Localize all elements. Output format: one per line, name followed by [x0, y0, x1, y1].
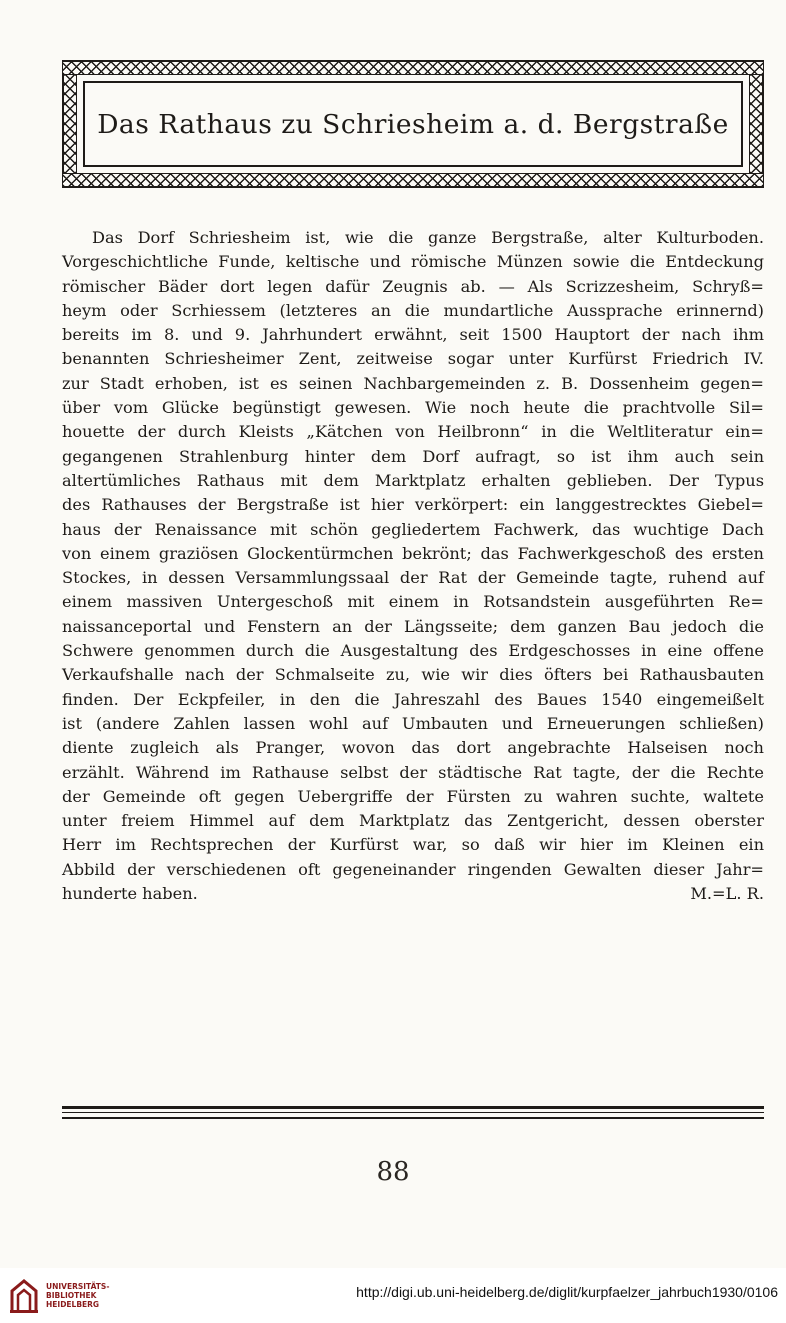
separator-rule-thin — [62, 1112, 764, 1113]
author-signature: M.=L. R. — [690, 884, 764, 904]
library-name-line: HEIDELBERG — [46, 1300, 100, 1309]
text-line: Stockes, in dessen Versammlungssaal der Rat der Gemeinde tagte, ruhend auf — [62, 568, 764, 588]
text-line: gegangenen Strahlenburg hinter dem Dorf aufragt, so ist ihm auch sein — [62, 446, 764, 466]
text-line: über vom Glücke begünstigt gewesen. Wie noch heute die prachtvolle Sil= — [62, 398, 764, 418]
separator-rule-bottom — [62, 1117, 764, 1119]
ornament-border-right — [749, 75, 763, 173]
ornament-border-left — [63, 75, 77, 173]
text-line: unter freiem Himmel auf dem Marktplatz das Zentgericht, dessen oberster — [62, 811, 764, 831]
text-line: benannten Schriesheimer Zent, zeitweise sogar unter Kurfürst Friedrich IV. — [62, 349, 764, 369]
text-line: des Rathauses der Bergstraße ist hier verkörpert: ein langgestrecktes Giebel= — [62, 495, 764, 515]
separator-rule-thick — [62, 1106, 764, 1109]
text-line: erzählt. Während im Rathause selbst der städtische Rat tagte, der die Rechte — [62, 762, 764, 782]
text-line: von einem graziösen Glockentürmchen bekrönt; das Fachwerkgeschoß des ersten — [62, 543, 764, 563]
library-name — [46, 1282, 109, 1309]
text-line: Herr im Rechtsprechen der Kurfürst war, so daß wir hier im Kleinen ein — [62, 835, 764, 855]
text-line: haus der Renaissance mit schön gegliedertem Fachwerk, das wuchtige Dach — [62, 519, 764, 539]
title-box — [83, 81, 743, 167]
library-name-line: BIBLIOTHEK — [46, 1291, 97, 1300]
text-line: der Gemeinde oft gegen Uebergriffe der Fürsten zu wahren suchte, waltete — [62, 786, 764, 806]
text-line: ist (andere Zahlen lassen wohl auf Umbauten und Erneuerungen schließen) — [62, 713, 764, 733]
text-line-final — [62, 882, 764, 906]
title-frame — [62, 60, 764, 188]
text-line: naissanceportal und Fenstern an der Längsseite; dem ganzen Bau jedoch die — [62, 616, 764, 636]
article-body — [62, 226, 764, 906]
page-number: 88 — [376, 1157, 410, 1187]
viewer-footer — [0, 1268, 786, 1323]
text-line: Vorgeschichtliche Funde, keltische und römische Münzen sowie die Entdeckung — [62, 252, 764, 272]
ornament-border-bottom — [63, 173, 763, 187]
article-title: Das Rathaus zu Schriesheim a. d. Bergstraße — [97, 108, 729, 140]
text-line: houette der durch Kleists „Kätchen von Heilbronn“ in die Weltliteratur ein= — [62, 422, 764, 442]
text-line: altertümliches Rathaus mit dem Marktplatz erhalten geblieben. Der Typus — [62, 470, 764, 490]
text-line: römischer Bäder dort legen dafür Zeugnis ab. — Als Scrizzesheim, Schryß= — [62, 276, 764, 296]
ornament-border-top — [63, 61, 763, 75]
text-line: heym oder Scrhiessem (letzteres an die mundartliche Aussprache erinnernd) — [62, 300, 764, 320]
text-line: einem massiven Untergeschoß mit einem in Rotsandstein ausgeführten Re= — [62, 592, 764, 612]
library-name-line: UNIVERSITÄTS- — [46, 1282, 110, 1291]
permalink-url[interactable]: http://digi.ub.uni-heidelberg.de/diglit/kurpfaelzer_jahrbuch1930/0106 — [356, 1284, 778, 1300]
university-library-logo-icon[interactable] — [8, 1277, 40, 1315]
text-line: Abbild der verschiedenen oft gegeneinander ringenden Gewalten dieser Jahr= — [62, 859, 764, 879]
text-line: finden. Der Eckpfeiler, in den die Jahreszahl des Baues 1540 eingemeißelt — [62, 689, 764, 709]
text-line: Das Dorf Schriesheim ist, wie die ganze Bergstraße, alter Kulturboden. — [92, 228, 764, 247]
text-line-end: hunderte haben. — [62, 884, 198, 904]
text-line: zur Stadt erhoben, ist es seinen Nachbargemeinden z. B. Dossenheim gegen= — [62, 373, 764, 393]
text-line: diente zugleich als Pranger, wovon das dort angebrachte Halseisen noch — [62, 738, 764, 758]
text-line: Verkaufshalle nach der Schmalseite zu, wie wir dies öfters bei Rathausbauten — [62, 665, 764, 685]
text-line: bereits im 8. und 9. Jahrhundert erwähnt, seit 1500 Hauptort der nach ihm — [62, 325, 764, 345]
text-line: Schwere genommen durch die Ausgestaltung des Erdgeschosses in eine offene — [62, 641, 764, 661]
